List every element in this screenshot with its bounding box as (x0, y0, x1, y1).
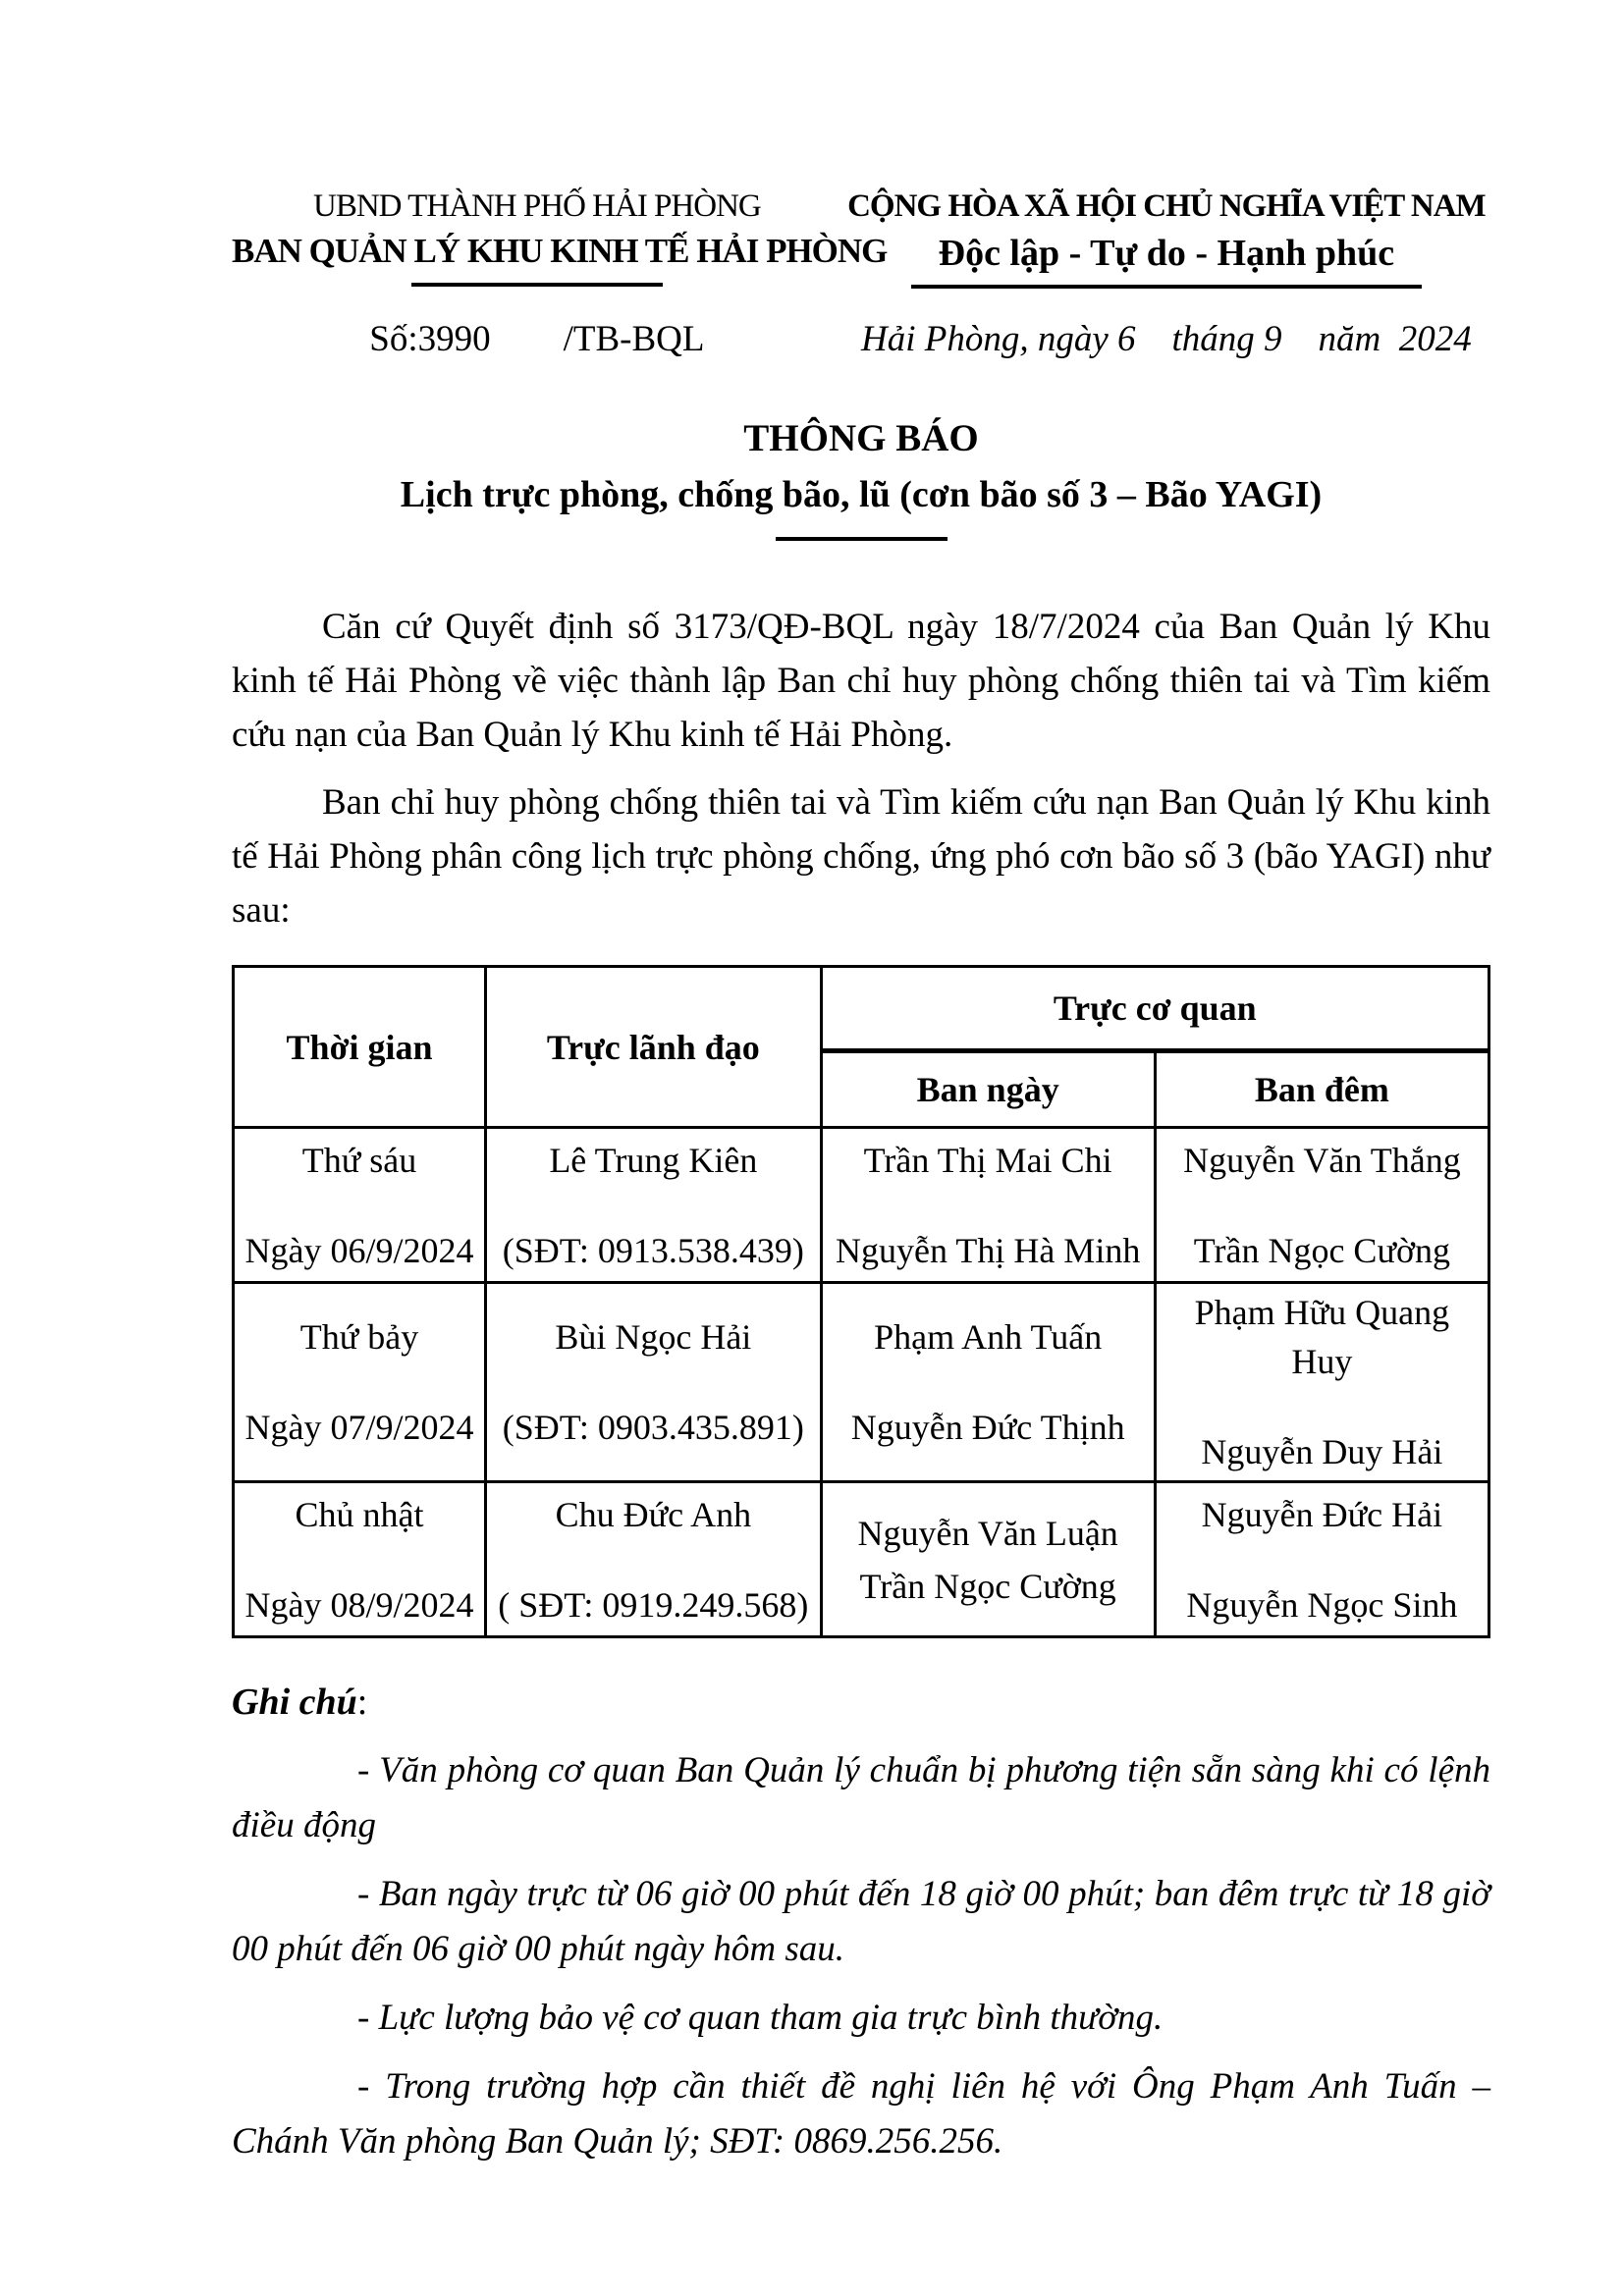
cell-time (234, 1283, 486, 1482)
note-item: - Ban ngày trực từ 06 giờ 00 phút đến 18 giờ 00 phút; ban đêm trực từ 18 giờ 00 phút đến 06 giờ 00 phút ngày hôm sau. (232, 1874, 1490, 1969)
leader-phone: (SĐT: 0903.435.891) (502, 1408, 804, 1447)
cell-leader (486, 1482, 821, 1637)
cell-night-shift (1155, 1128, 1489, 1283)
table-row-friday (234, 1128, 1489, 1283)
org-underline (411, 283, 663, 287)
staff-name: Trần Ngọc Cường (859, 1566, 1116, 1606)
note-item: - Trong trường hợp cần thiết đề nghị liên hệ với Ông Phạm Anh Tuấn – Chánh Văn phòng Ban Quản lý; SĐT: 0869.256.256. (232, 2066, 1490, 2162)
issuing-org-block (232, 185, 888, 289)
column-header-agency-group: Trực cơ quan (821, 967, 1489, 1051)
staff-name: Trần Thị Mai Chi (863, 1140, 1112, 1180)
document-type-title: THÔNG BÁO (743, 417, 979, 459)
country-title: CỘNG HÒA XÃ HỘI CHỦ NGHĨA VIỆT NAM (847, 188, 1486, 224)
duty-schedule-table (232, 965, 1490, 1638)
number-date-row (232, 318, 1490, 360)
leader-name: Chu Đức Anh (555, 1494, 752, 1534)
cell-day-shift (821, 1482, 1155, 1637)
paragraph-assignment: Ban chỉ huy phòng chống thiên tai và Tìm kiếm cứu nạn Ban Quản lý Khu kinh tế Hải Phòng phân công lịch trực phòng chống, ứng phó cơn bão số 3 (bão YAGI) như sau: (232, 782, 1490, 931)
column-header-leader: Trực lãnh đạo (486, 967, 821, 1128)
day-of-week: Thứ bảy (299, 1317, 419, 1357)
motto-underline (911, 285, 1422, 289)
cell-day-shift (821, 1128, 1155, 1283)
staff-name: Nguyễn Đức Hải (1201, 1494, 1443, 1534)
notes-heading-colon: : (356, 1682, 368, 1723)
column-header-day-shift: Ban ngày (821, 1051, 1155, 1128)
leader-name: Bùi Ngọc Hải (555, 1317, 752, 1357)
date: Ngày 08/9/2024 (244, 1584, 474, 1625)
staff-name: Trần Ngọc Cường (1193, 1230, 1450, 1270)
title-underline (776, 537, 947, 541)
note-item: - Văn phòng cơ quan Ban Quản lý chuẩn bị phương tiện sẵn sàng khi có lệnh điều động (232, 1750, 1490, 1845)
staff-name: Nguyễn Ngọc Sinh (1186, 1584, 1458, 1625)
table-header-row-1 (234, 967, 1489, 1051)
staff-name: Nguyễn Duy Hải (1201, 1432, 1443, 1471)
leader-name: Lê Trung Kiên (549, 1140, 758, 1180)
column-header-night-shift: Ban đêm (1155, 1051, 1489, 1128)
cell-leader (486, 1283, 821, 1482)
staff-name: Nguyễn Thị Hà Minh (836, 1230, 1141, 1270)
column-header-time: Thời gian (234, 967, 486, 1128)
leader-phone: (SĐT: 0913.538.439) (502, 1230, 804, 1270)
day-of-week: Thứ sáu (301, 1140, 417, 1180)
document-subject-title: Lịch trực phòng, chống bão, lũ (cơn bão số 3 – Bão YAGI) (400, 474, 1323, 515)
cell-time (234, 1482, 486, 1637)
national-motto-block (842, 185, 1490, 289)
staff-name: Phạm Anh Tuấn (874, 1317, 1103, 1357)
staff-name: Nguyễn Văn Thắng (1183, 1140, 1461, 1180)
notes-heading-label: Ghi chú (232, 1682, 357, 1723)
national-motto: Độc lập - Tự do - Hạnh phúc (938, 233, 1395, 274)
cell-night-shift (1155, 1283, 1489, 1482)
cell-time (234, 1128, 486, 1283)
org-parent-name: UBND THÀNH PHỐ HẢI PHÒNG (313, 188, 761, 224)
document-title-block (232, 413, 1490, 541)
staff-name: Nguyễn Đức Thịnh (850, 1408, 1125, 1447)
cell-night-shift (1155, 1482, 1489, 1637)
document-number: Số:3990 /TB-BQL (369, 319, 705, 359)
staff-name: Nguyễn Văn Luận (857, 1513, 1118, 1553)
paragraph-legal-basis: Căn cứ Quyết định số 3173/QĐ-BQL ngày 18/7/2024 của Ban Quản lý Khu kinh tế Hải Phòng về việc thành lập Ban chỉ huy phòng chống thiên tai và Tìm kiếm cứu nạn của Ban Quản lý Khu kinh tế Hải Phòng. (232, 607, 1490, 755)
note-item: - Lực lượng bảo vệ cơ quan tham gia trực bình thường. (357, 1998, 1164, 2038)
staff-name: Phạm Hữu Quang Huy (1194, 1293, 1450, 1381)
day-of-week: Chủ nhật (295, 1494, 424, 1534)
notes-heading (232, 1676, 1490, 1730)
cell-day-shift (821, 1283, 1155, 1482)
table-row-saturday (234, 1283, 1489, 1482)
date: Ngày 06/9/2024 (244, 1230, 474, 1270)
leader-phone: ( SĐT: 0919.249.568) (498, 1584, 809, 1625)
table-row-sunday (234, 1482, 1489, 1637)
place-and-date: Hải Phòng, ngày 6 tháng 9 năm 2024 (860, 319, 1472, 359)
cell-leader (486, 1128, 821, 1283)
document-header (232, 185, 1490, 289)
org-name: BAN QUẢN LÝ KHU KINH TẾ HẢI PHÒNG (232, 232, 888, 270)
date: Ngày 07/9/2024 (244, 1408, 474, 1447)
